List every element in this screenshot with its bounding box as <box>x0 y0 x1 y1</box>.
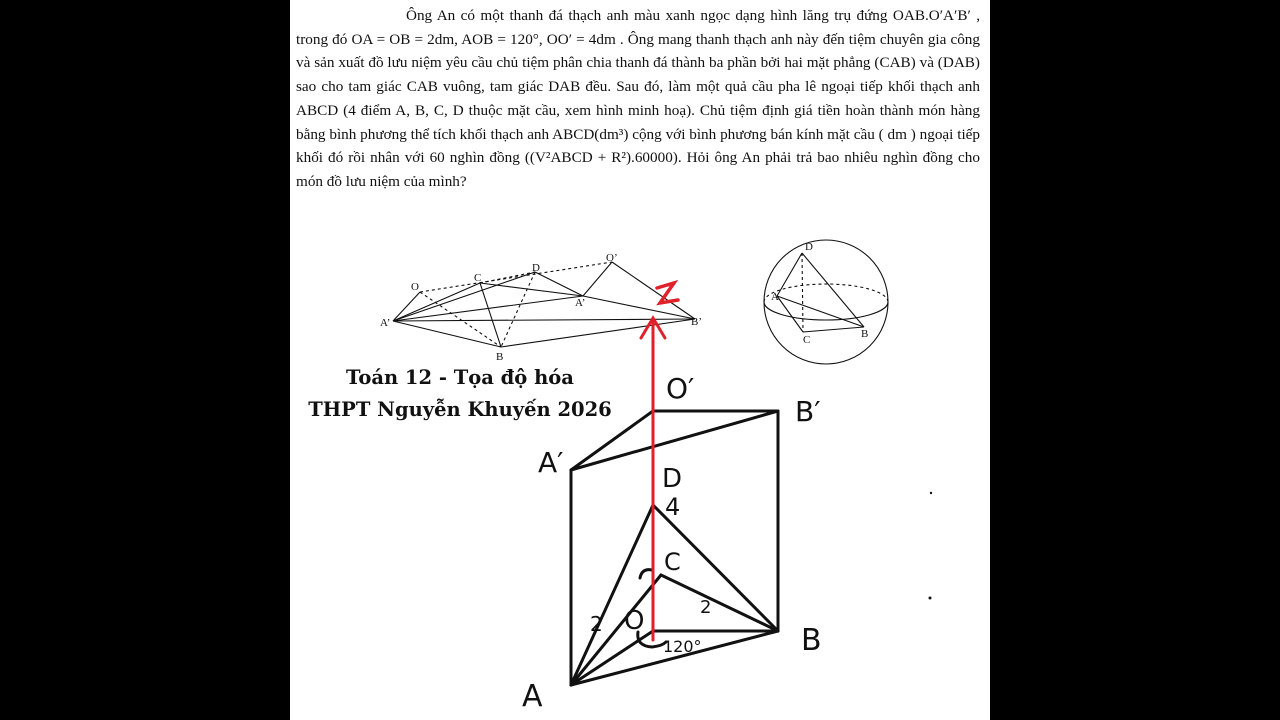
label-B: B <box>496 351 504 363</box>
hd-label-A: A <box>522 679 543 714</box>
edge-AD <box>393 272 535 321</box>
sphere-label-A: A <box>771 291 779 303</box>
prism-figure <box>393 262 695 347</box>
edge-DB <box>501 272 535 347</box>
z-axis <box>641 283 681 640</box>
hd-label-D: D <box>662 464 683 494</box>
hd-label-A-prime: A′ <box>538 446 564 479</box>
hd-right-angle <box>640 570 652 578</box>
watermark-line-1: Toán 12 - Tọa độ hóa <box>346 366 574 389</box>
sphere-label-B: B <box>861 328 869 340</box>
hd-label-O-prime: O′ <box>666 372 695 405</box>
edge-BB' <box>501 319 695 347</box>
document-page <box>290 0 990 720</box>
sphere-label-C: C <box>803 334 811 346</box>
sphere-label-D: D <box>805 241 813 253</box>
hd-label-O: O <box>624 606 645 636</box>
label-C: C <box>474 272 482 284</box>
label-O-prime: O’ <box>606 252 618 264</box>
sphere-figure <box>764 240 888 364</box>
edge-CB <box>803 327 864 332</box>
edge-CB <box>480 283 501 347</box>
label-B-prime: B’ <box>691 316 702 328</box>
edge-CA' <box>480 283 583 296</box>
label-D: D <box>532 262 540 274</box>
geometry-figures <box>290 0 990 720</box>
problem-paragraph: Ông An có một thanh đá thạch anh màu xanh ngọc dạng hình lăng trụ đứng OAB.O′A′B′ , trong đó OA = OB = 2dm, AOB = 120°, OO′ = 4dm . Ông mang thanh thạch anh này đến tiệm chuyên gia công và sản xuất đồ lưu niệm yêu cầu chủ tiệm phân chia thanh đá thành ba phần bởi hai mặt phẳng (CAB) và (DAB) sao cho tam giác CAB vuông, tam giác DAB đều. Sau đó, làm một quả cầu pha lê ngoại tiếp khối thạch anh ABCD (4 điểm A, B, C, D thuộc mặt cầu, xem hình minh hoạ). Chủ tiệm định giá tiền hoàn thành món hàng bằng bình phương thể tích khối thạch anh ABCD(dm³) cộng với bình phương bán kính mặt cầu ( dm ) ngoại tiếp khối đó rồi nhân với 60 nghìn đồng ((V²ABCD + R²).60000). Hỏi ông An phải trả bao nhiêu nghìn đồng cho món đồ lưu niệm của mình? <box>296 7 980 190</box>
watermark-line-2: THPT Nguyễn Khuyến 2026 <box>308 398 612 421</box>
label-O: O <box>411 281 419 293</box>
edge-OB <box>420 292 501 347</box>
edge-AB <box>393 321 501 347</box>
edge-A'O' <box>583 262 612 296</box>
label-A-prime: A’ <box>575 297 586 309</box>
hd-label-2-left: 2 <box>590 612 603 636</box>
sphere-outline <box>764 240 888 364</box>
edge-DC <box>802 253 803 332</box>
hd-label-C: C <box>664 548 681 576</box>
label-A: A’ <box>380 317 391 329</box>
edge-DA' <box>535 272 583 296</box>
hd-label-B: B <box>801 623 822 658</box>
hd-edge-AC <box>571 575 661 685</box>
hd-label-120: 120° <box>663 637 702 656</box>
hd-top-face <box>571 411 778 470</box>
hd-label-4: 4 <box>665 493 681 521</box>
z-label-glyph <box>657 283 678 303</box>
hd-edge-CB <box>661 575 778 631</box>
hd-label-B-prime: B′ <box>795 395 821 428</box>
hd-label-2-right: 2 <box>700 597 712 618</box>
